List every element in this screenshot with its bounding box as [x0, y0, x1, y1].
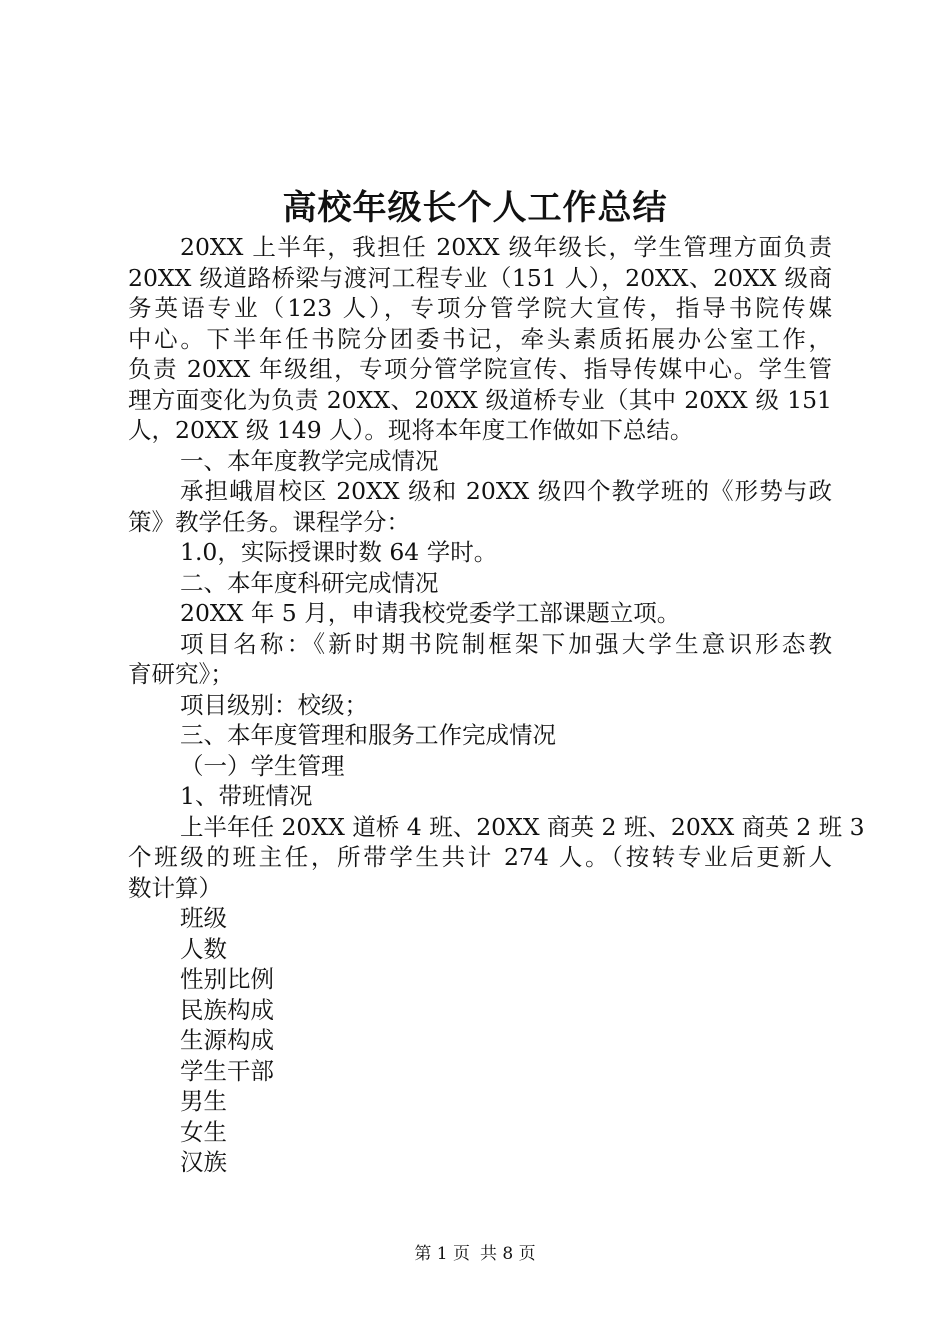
paragraph-line: 理方面变化为负责 20XX、20XX 级道桥专业（其中 20XX 级 151: [128, 385, 832, 414]
section-heading: 三、本年度管理和服务工作完成情况: [180, 721, 556, 749]
document-body: [128, 232, 865, 1178]
document-title: 高校年级长个人工作总结: [282, 188, 668, 228]
paragraph-line: 数计算）: [128, 873, 222, 902]
paragraph-line: 人，20XX 级 149 人）。现将本年度工作做如下总结。: [128, 416, 694, 444]
paragraph-line: 策》教学任务。课程学分：: [128, 507, 410, 536]
paragraph-line: 20XX 年 5 月，申请我校党委学工部课题立项。: [180, 599, 681, 627]
table-header-cell: 性别比例: [180, 965, 274, 993]
paragraph-line: 20XX 级道路桥梁与渡河工程专业（151 人），20XX、20XX 级商: [128, 263, 832, 292]
table-header-cell: 生源构成: [180, 1026, 274, 1054]
table-header-cell: 男生: [180, 1087, 227, 1115]
table-header-cell: 人数: [180, 934, 227, 963]
paragraph-line: 承担峨眉校区 20XX 级和 20XX 级四个教学班的《形势与政: [180, 477, 832, 505]
table-header-cell: 汉族: [180, 1148, 227, 1176]
paragraph-line: 育研究》；: [128, 660, 234, 688]
paragraph-line: 1.0，实际授课时数 64 学时。: [180, 538, 498, 566]
paragraph-line: 项目级别：校级；: [180, 690, 368, 719]
page-footer: [0, 1242, 950, 1266]
paragraph-line: 20XX 上半年，我担任 20XX 级年级长，学生管理方面负责: [180, 233, 832, 261]
section-heading: 二、本年度科研完成情况: [180, 568, 439, 597]
subsection-heading: 1、带班情况: [180, 782, 313, 810]
paragraph-line: 务英语专业（123 人），专项分管学院大宣传，指导书院传媒: [128, 294, 832, 322]
paragraph-line: 个班级的班主任，所带学生共计 274 人。（按转专业后更新人: [128, 843, 832, 871]
table-header-cell: 民族构成: [180, 995, 274, 1024]
paragraph-line: 负责 20XX 年级组，专项分管学院宣传、指导传媒中心。学生管: [128, 355, 832, 383]
table-header-cell: 学生干部: [180, 1056, 274, 1085]
section-heading: 一、本年度教学完成情况: [180, 446, 439, 475]
subsection-heading: （一）学生管理: [180, 751, 345, 780]
table-header-cell: 班级: [180, 904, 227, 932]
page-total: 共 8 页: [480, 1244, 536, 1264]
paragraph-line: 上半年任 20XX 道桥 4 班、20XX 商英 2 班、20XX 商英 2 班 3: [180, 812, 865, 841]
page-number: 第 1 页: [414, 1244, 470, 1264]
paragraph-line: 中心。下半年任书院分团委书记，牵头素质拓展办公室工作，: [128, 324, 832, 353]
table-header-cell: 女生: [180, 1117, 227, 1146]
paragraph-line: 项目名称：《新时期书院制框架下加强大学生意识形态教: [180, 629, 832, 658]
